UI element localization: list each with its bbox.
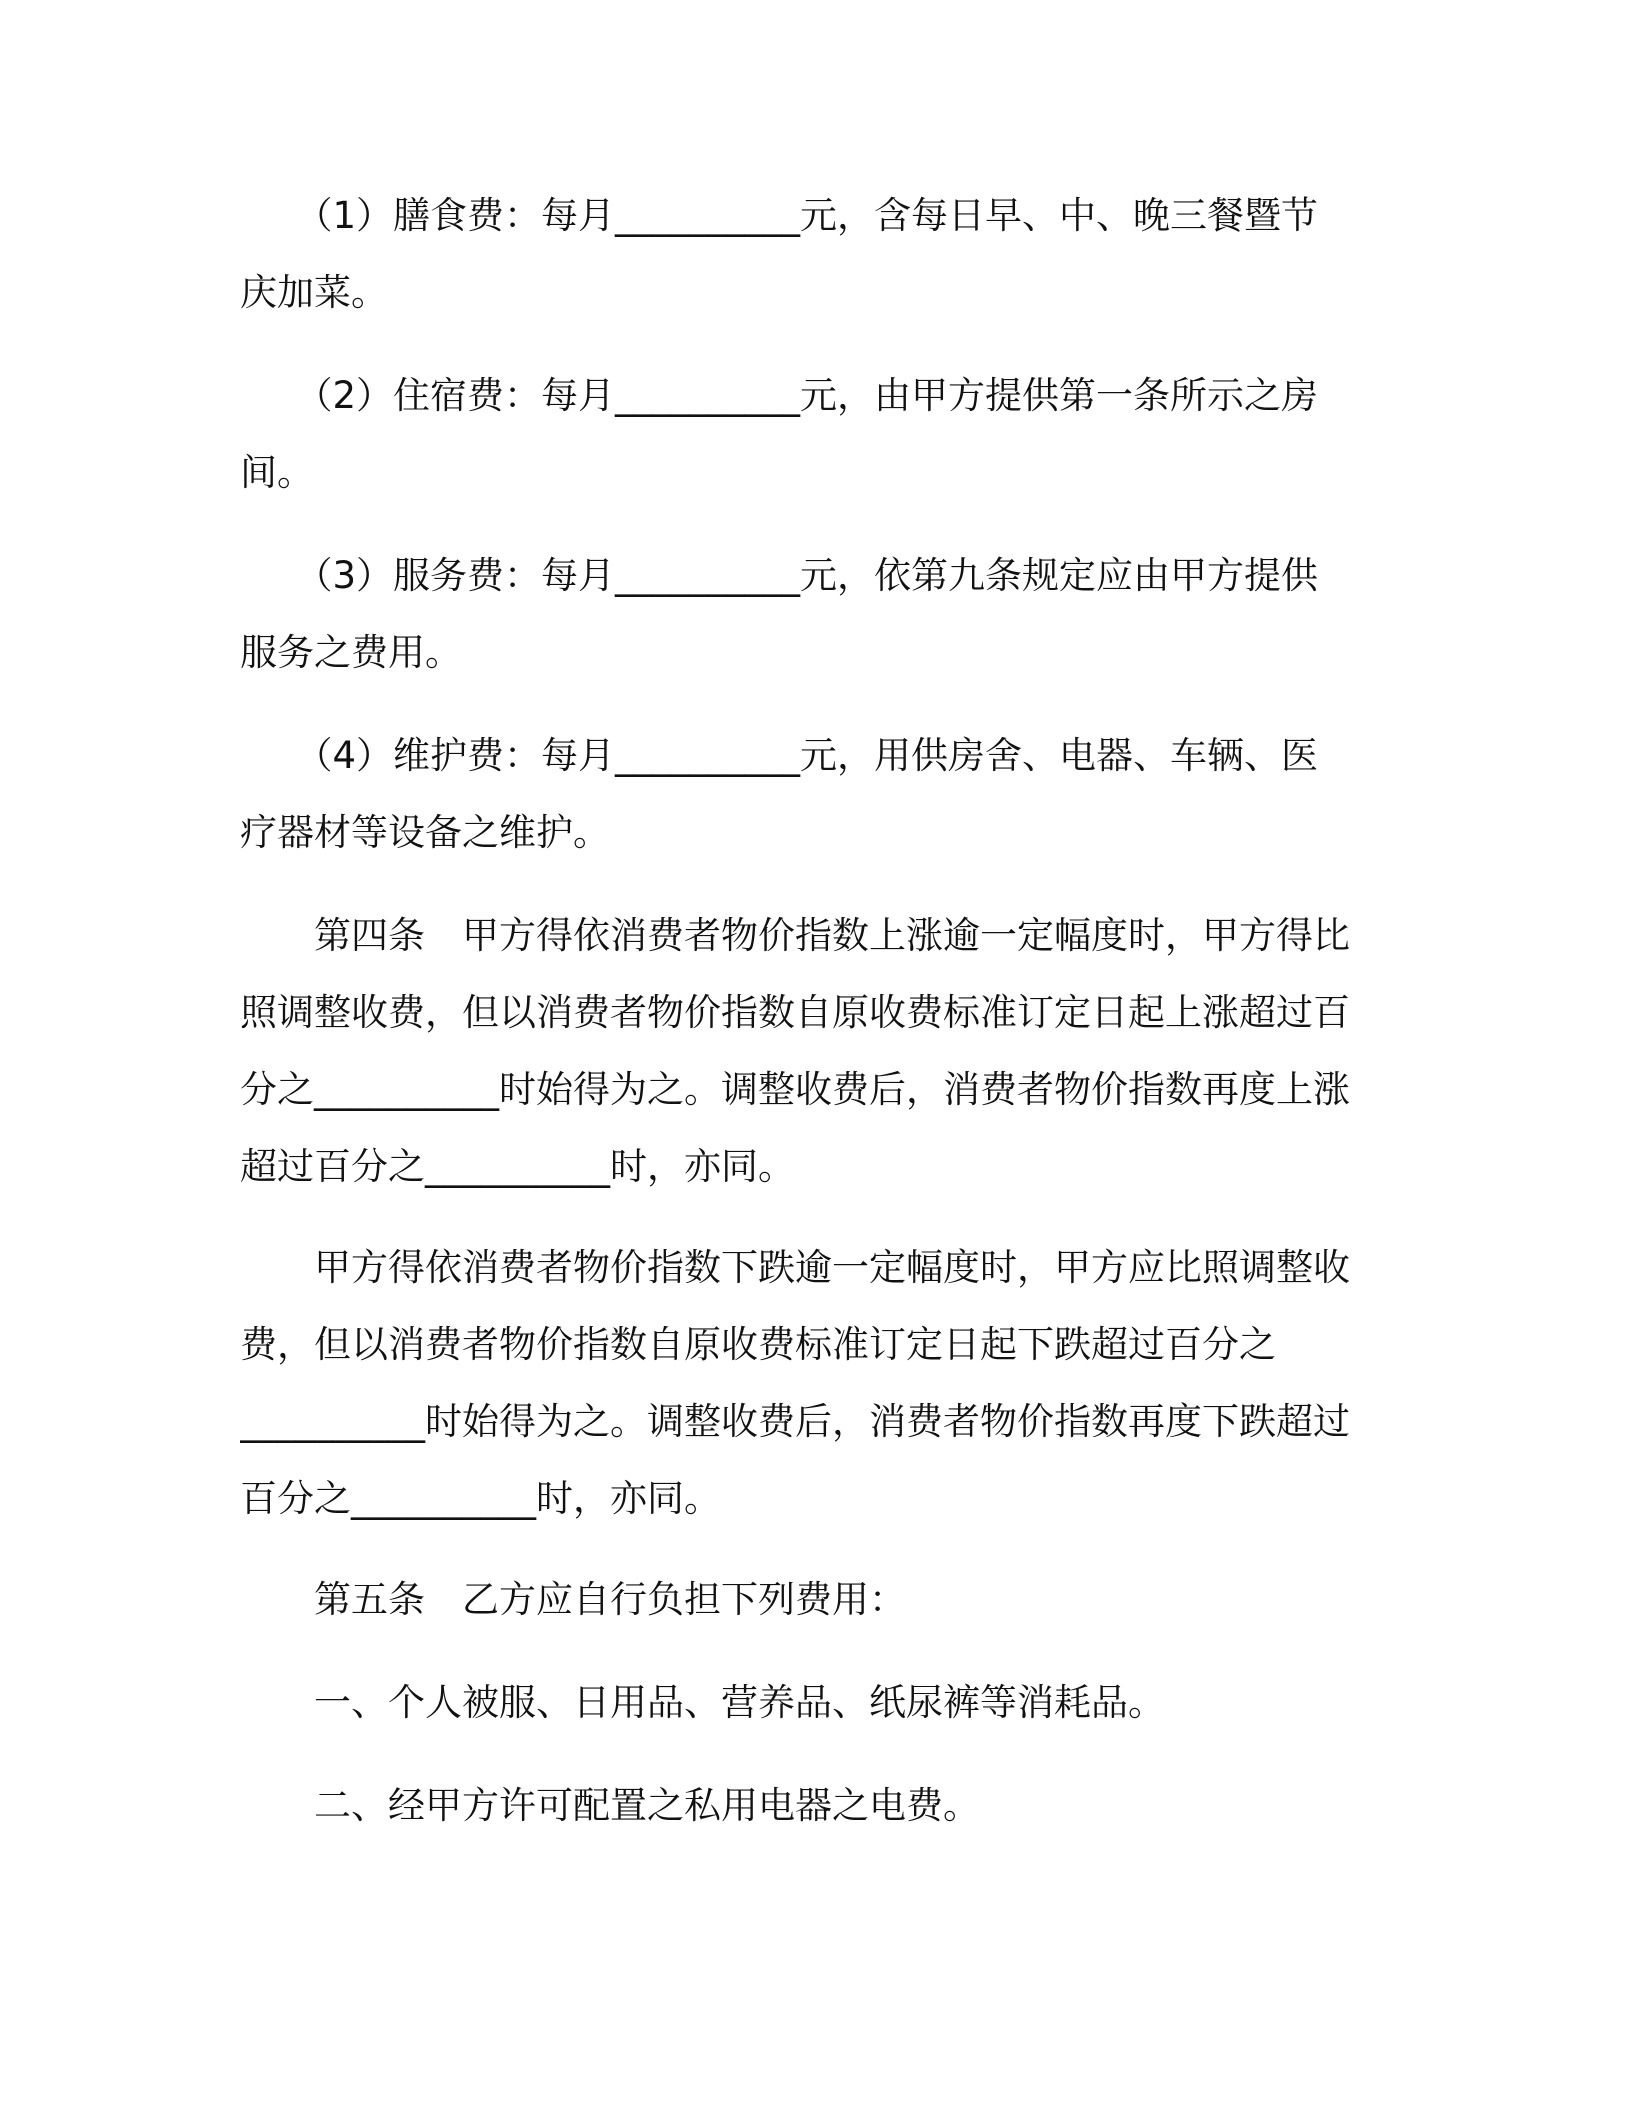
- article-4-line-4: 超过百分之__________时，亦同。: [240, 1145, 795, 1188]
- article-5-item-1: 一、个人被服、日用品、营养品、纸尿裤等消耗品。: [240, 1681, 1165, 1724]
- item-1-meal-fee-line-2: 庆加菜。: [240, 271, 388, 314]
- item-4-maintenance-fee-line-1: （4）维护费：每月__________元，用供房舍、电器、车辆、医: [240, 734, 1319, 777]
- article-5-heading: 第五条 乙方应自行负担下列费用：: [240, 1578, 906, 1621]
- item-2-lodging-fee-line-2: 间。: [240, 451, 314, 494]
- item-2-lodging-fee-line-1: （2）住宿费：每月__________元，由甲方提供第一条所示之房: [240, 374, 1319, 417]
- article-4-para-2-line-1: 甲方得依消费者物价指数下跌逾一定幅度时，甲方应比照调整收: [240, 1246, 1350, 1289]
- item-4-maintenance-fee-line-2: 疗器材等设备之维护。: [240, 811, 610, 854]
- article-4-line-1: 第四条 甲方得依消费者物价指数上涨逾一定幅度时，甲方得比: [240, 914, 1350, 957]
- item-3-service-fee-line-2: 服务之费用。: [240, 631, 462, 674]
- item-1-meal-fee-line-1: （1）膳食费：每月__________元，含每日早、中、晚三餐暨节: [240, 194, 1319, 237]
- article-4-para-2-line-2: 费，但以消费者物价指数自原收费标准订定日起下跌超过百分之: [240, 1323, 1276, 1366]
- article-5-item-2: 二、经甲方许可配置之私用电器之电费。: [240, 1784, 980, 1827]
- article-4-para-2-line-4: 百分之__________时，亦同。: [240, 1477, 721, 1520]
- article-4-line-3: 分之__________时始得为之。调整收费后，消费者物价指数再度上涨: [240, 1068, 1350, 1111]
- article-4-para-2-line-3: __________时始得为之。调整收费后，消费者物价指数再度下跌超过: [240, 1400, 1350, 1443]
- item-3-service-fee-line-1: （3）服务费：每月__________元，依第九条规定应由甲方提供: [240, 554, 1319, 597]
- article-4-line-2: 照调整收费，但以消费者物价指数自原收费标准订定日起上涨超过百: [240, 991, 1350, 1034]
